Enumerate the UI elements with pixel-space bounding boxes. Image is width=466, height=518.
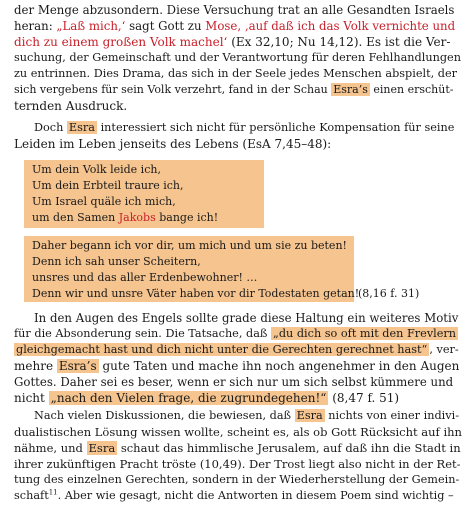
text-line: suchung, der Gemeinschaft und der Verantwortung für deren Fehlhandlungen xyxy=(14,51,461,64)
poem-line: unsres und das aller Erdenbewohner! … xyxy=(32,271,258,284)
text-line: heran: „Laß mich,‘ sagt Gott zu Mose, ‚auf daß ich das Volk vernichte und xyxy=(14,19,456,33)
poem-line: Um Israel quäle ich mich, xyxy=(32,195,176,208)
text-line: schaft$^{11}$. Aber wie gesagt, nicht die Antworten in diesem Poem sind wichtig – xyxy=(14,488,454,502)
text-line: dich zu einem großen Volk machel‘ (Ex 32,10; Nu 14,12). Es ist die Ver- xyxy=(14,35,451,49)
poem-line: um den Samen Jakobs bange ich! xyxy=(32,211,219,224)
text-line: Doch Esra interessiert sich nicht für persönliche Kompensation für seine xyxy=(34,121,455,134)
text-line: Leiden im Leben jenseits des Lebens (EsA 7,45–48): xyxy=(14,137,332,151)
quote-highlight: Mose, ‚auf daß ich das Volk vernichte und xyxy=(205,19,456,33)
citation: (8,16 f. 31) xyxy=(358,287,420,300)
text-line: dualistischen Lösung wissen wollte, scheint es, als ob Gott Rücksicht auf ihn xyxy=(14,425,462,439)
poem-line: Denn ich sah unser Scheitern, xyxy=(32,255,201,268)
footnote-marker: 11 xyxy=(48,488,58,497)
poem-line: Daher begann ich vor dir, um mich und um sie zu beten! xyxy=(32,239,347,252)
text-line: nähme, und Esra schaut das himmlische Jerusalem, auf daß ihn die Stadt in xyxy=(14,441,461,455)
quote-highlight: „nach den Vielen frage, die zugrundegehen!“ xyxy=(50,391,327,405)
text-line: ternden Ausdruck. xyxy=(14,99,128,113)
quote-highlight: „du dich so oft mit den Frevlern xyxy=(273,327,457,340)
text-line: zu entrinnen. Dies Drama, das sich in der Seele jedes Menschen abspielt, der xyxy=(14,67,458,80)
poem-line: Um dein Volk leide ich, xyxy=(32,163,161,176)
text-line: Gottes. Daher sei es beser, wenn er sich nur um sich selbst kümmere und xyxy=(14,375,454,389)
name-highlight: Esra xyxy=(68,121,95,134)
text-line: tung des einzelnen Gerechten, sondern in der Wiederherstellung der Gemein- xyxy=(14,473,460,486)
name-highlight: Esra xyxy=(296,409,323,422)
quote-highlight: „Laß mich,‘ xyxy=(56,19,126,33)
quote-highlight: dich zu einem großen Volk machel‘ xyxy=(14,35,228,49)
poem-line: Um dein Erbteil traure ich, xyxy=(32,179,184,192)
poem-line: Denn wir und unsre Väter haben vor dir Todestaten getan! xyxy=(32,287,360,300)
name-highlight: Esra’s xyxy=(58,359,97,373)
text-line: gleichgemacht hast und dich nicht unter die Gerechten gerechnet hast“ , ver- xyxy=(16,343,459,356)
text-line: sich vergebens für sein Volk verzehrt, fand in der Schau Esra’s einen erschüt- xyxy=(14,83,454,96)
name-highlight: Esra xyxy=(88,441,116,455)
text-line: mehre Esra’s gute Taten und mache ihn noch angenehmer in den Augen xyxy=(14,359,460,373)
text-line: für die Absonderung sein. Die Tatsache, daß „du dich so oft mit den Frevlern xyxy=(14,327,457,340)
text-line: nicht „nach den Vielen frage, die zugrundegehen!“ (8,47 f. 51) xyxy=(14,391,400,405)
name-highlight: Jakobs xyxy=(118,211,156,224)
text-line: der Menge abzusondern. Diese Versuchung trat an alle Gesandten Israels xyxy=(14,3,455,17)
quote-highlight: gleichgemacht hast und dich nicht unter die Gerechten gerechnet hast“ xyxy=(16,343,428,356)
text-line: ihrer zukünftigen Pracht tröste (10,49). Der Trost liegt also nicht in der Ret- xyxy=(14,457,461,471)
text-line: In den Augen des Engels sollte grade diese Haltung ein weiteres Motiv xyxy=(34,311,459,325)
text-line: Nach vielen Diskussionen, die bewiesen, daß Esra nichts von einer indivi- xyxy=(34,409,460,422)
name-highlight: Esra’s xyxy=(333,83,368,96)
